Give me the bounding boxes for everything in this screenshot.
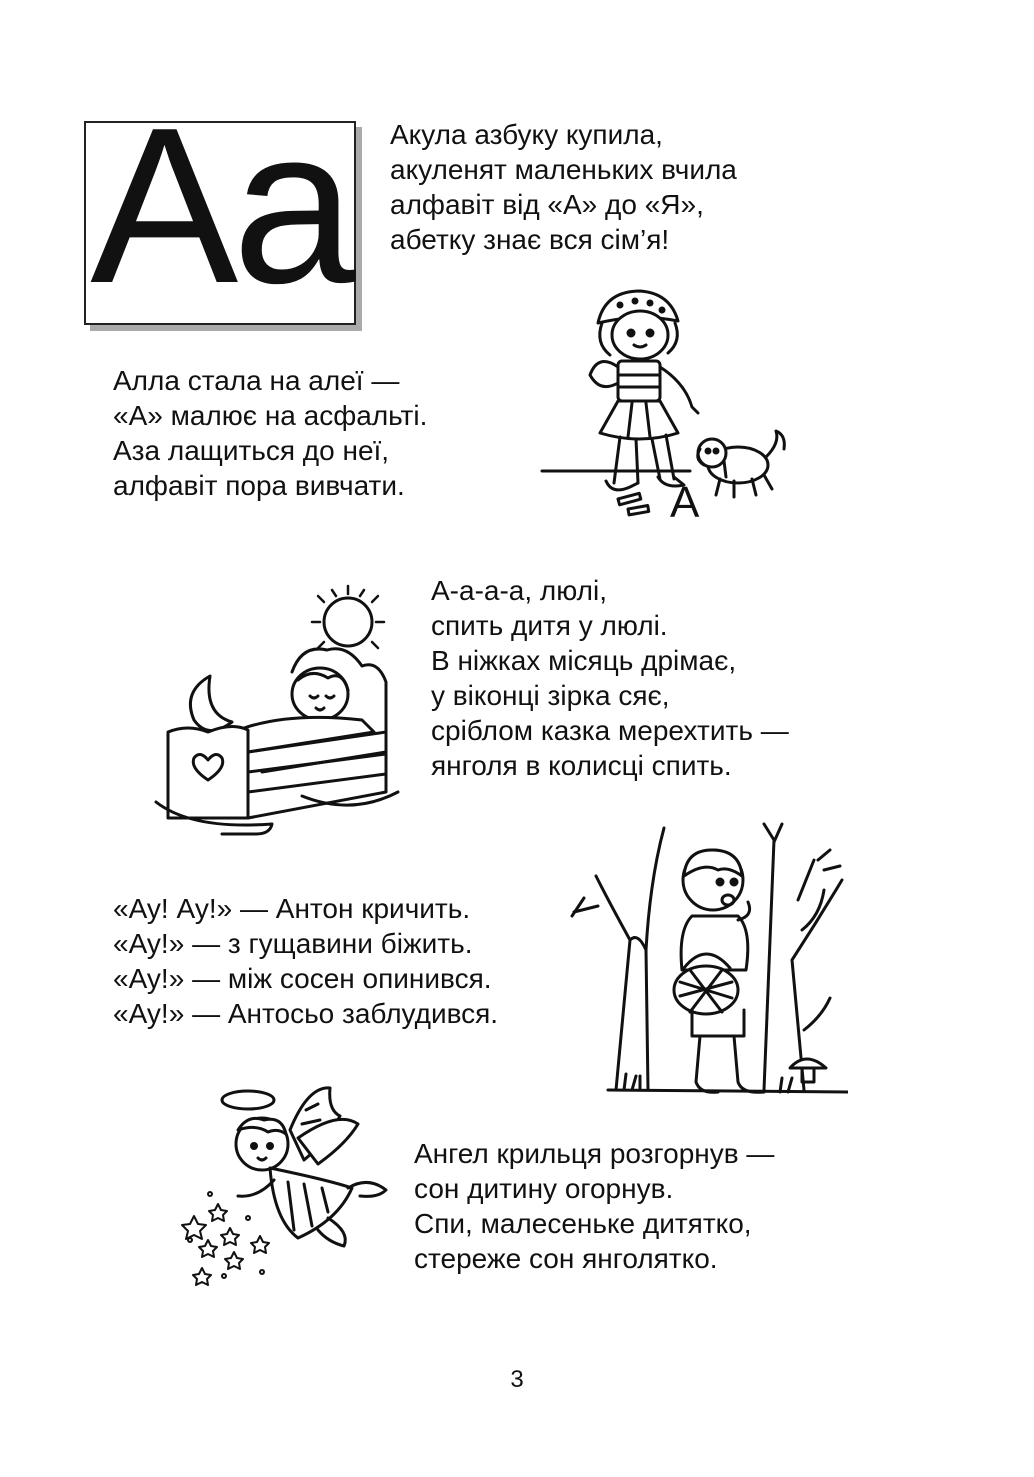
poem-akula bbox=[390, 117, 737, 257]
poem-line: «Ау!» — з гущавини біжить. bbox=[113, 928, 473, 959]
poem-line: сріблом казка мерехтить — bbox=[431, 715, 789, 746]
poem-line: стереже сон янголятко. bbox=[414, 1243, 718, 1274]
page-number: 3 bbox=[510, 1366, 524, 1393]
poem-line: Алла стала на алеї — bbox=[113, 365, 400, 396]
poem-line: янголя в колисці спить. bbox=[431, 750, 732, 781]
letter-glyph: Aa bbox=[90, 82, 350, 330]
poem-line: А-а-а-а, люлі, bbox=[431, 575, 607, 606]
poem-line: «Ау!» — Антосьо заблудився. bbox=[113, 998, 499, 1029]
letter-box bbox=[84, 82, 356, 330]
angel-icon bbox=[178, 1080, 398, 1290]
poem-line: «Ау! Ау!» — Антон кричить. bbox=[113, 893, 471, 924]
poem-line: В ніжках місяць дрімає, bbox=[431, 645, 737, 676]
poem-line: Ангел крильця розгорнув — bbox=[414, 1138, 775, 1169]
poem-lyuli bbox=[431, 573, 789, 783]
poem-au bbox=[113, 891, 498, 1031]
poem-line: алфавіт від «А» до «Я», bbox=[390, 189, 704, 220]
poem-line: акуленят маленьких вчила bbox=[390, 154, 737, 185]
poem-line: сон дитину огорнув. bbox=[414, 1173, 674, 1204]
poem-line: «Ау!» — між сосен опинився. bbox=[113, 963, 492, 994]
cradle-icon bbox=[152, 582, 402, 837]
poem-line: алфавіт пора вивчати. bbox=[113, 470, 405, 501]
poem-line: абетку знає вся сім’я! bbox=[390, 224, 670, 255]
poem-angel bbox=[414, 1136, 774, 1276]
girl-with-dog-icon bbox=[540, 283, 800, 528]
poem-line: у віконці зірка сяє, bbox=[431, 680, 670, 711]
poem-line: Спи, малесеньке дитятко, bbox=[414, 1208, 752, 1239]
boy-in-forest-icon bbox=[568, 820, 848, 1105]
poem-line: «А» малює на асфальті. bbox=[113, 400, 428, 431]
girl-letter: А bbox=[670, 478, 700, 527]
poem-line: Аза лащиться до неї, bbox=[113, 435, 390, 466]
poem-line: спить дитя у люлі. bbox=[431, 610, 668, 641]
poem-alla bbox=[113, 363, 427, 503]
poem-line: Акула азбуку купила, bbox=[390, 119, 663, 150]
